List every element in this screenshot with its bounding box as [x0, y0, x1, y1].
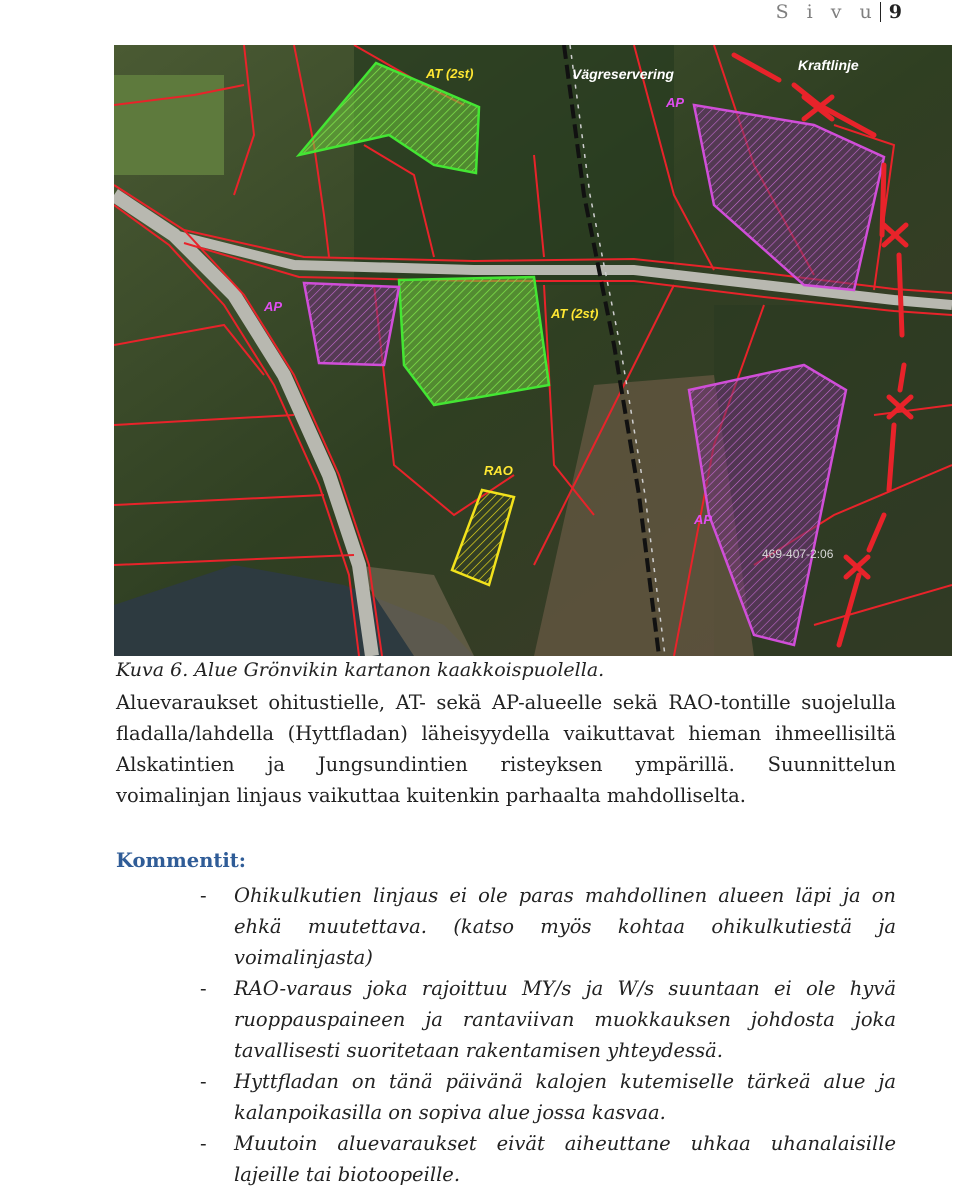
- comment-line: RAO-varaus joka rajoittuu MY/s ja W/s suuntaan ei ole hyvä: [234, 977, 896, 1000]
- label-vagreservering: Vägreservering: [572, 66, 674, 82]
- comment-line: lajeille tai biotoopeille.: [234, 1163, 461, 1186]
- page-label: S i v u: [775, 1, 878, 23]
- label-at-top: AT (2st): [426, 66, 474, 81]
- comment-dash: -: [200, 1070, 207, 1093]
- comments-list: [116, 880, 896, 1190]
- body-line: Alskatintien ja Jungsundintien risteyksen ympärillä. Suunnittelun: [116, 753, 896, 776]
- label-ap-bottom-right: AP: [694, 512, 713, 527]
- header-separator: [880, 2, 881, 22]
- label-ap-left: AP: [264, 299, 283, 314]
- comment-line: Ohikulkutien linjaus ei ole paras mahdollinen alueen läpi ja on: [234, 884, 896, 907]
- label-rao: RAO: [484, 463, 513, 478]
- comment-line: ehkä muutettava. (katso myös kohtaa ohikulkutiestä ja: [234, 915, 896, 938]
- comment-line: voimalinjasta): [234, 946, 373, 969]
- field-top-left: [114, 75, 224, 175]
- comment-dash: -: [200, 884, 207, 907]
- label-at-middle: AT (2st): [551, 306, 599, 321]
- figure-caption: Kuva 6. Alue Grönvikin kartanon kaakkoispuolella.: [116, 659, 605, 681]
- comment-line: Muutoin aluevaraukset eivät aiheuttane uhkaa uhanalaisille: [234, 1132, 896, 1155]
- comment-item: [116, 880, 896, 973]
- comment-item: [116, 1128, 896, 1190]
- comment-item: [116, 973, 896, 1066]
- body-line: voimalinjan linjaus vaikuttaa kuitenkin parhaalta mahdolliselta.: [116, 784, 746, 807]
- aerial-map-figure: [114, 45, 952, 656]
- label-kraftlinje: Kraftlinje: [798, 57, 859, 73]
- map-svg: [114, 45, 952, 656]
- comment-dash: -: [200, 977, 207, 1000]
- comment-line: kalanpoikasilla on sopiva alue jossa kasvaa.: [234, 1101, 666, 1124]
- comments-heading: Kommentit:: [116, 849, 246, 872]
- ap-area-left: [304, 283, 399, 365]
- page-header: [776, 0, 902, 24]
- body-line: Aluevaraukset ohitustielle, AT- sekä AP-alueelle sekä RAO-tontille suojelulla: [116, 691, 896, 714]
- label-parcel-number: 469-407-2:06: [762, 547, 834, 561]
- comment-line: ruoppauspaineen ja rantaviivan muokkauksen johdosta joka: [234, 1008, 896, 1031]
- comment-dash: -: [200, 1132, 207, 1155]
- at-area-middle: [399, 277, 549, 405]
- comment-line: Hyttfladan on tänä päivänä kalojen kutemiselle tärkeä alue ja: [234, 1070, 896, 1093]
- comment-item: [116, 1066, 896, 1128]
- body-paragraph: [116, 687, 896, 811]
- comment-line: tavallisesti suoritetaan rakentamisen yhteydessä.: [234, 1039, 723, 1062]
- body-line: fladalla/lahdella (Hyttfladan) läheisyydella vaikuttavat hieman ihmeellisiltä: [116, 722, 896, 745]
- page-number: 9: [888, 1, 902, 23]
- label-ap-top-right: AP: [666, 95, 685, 110]
